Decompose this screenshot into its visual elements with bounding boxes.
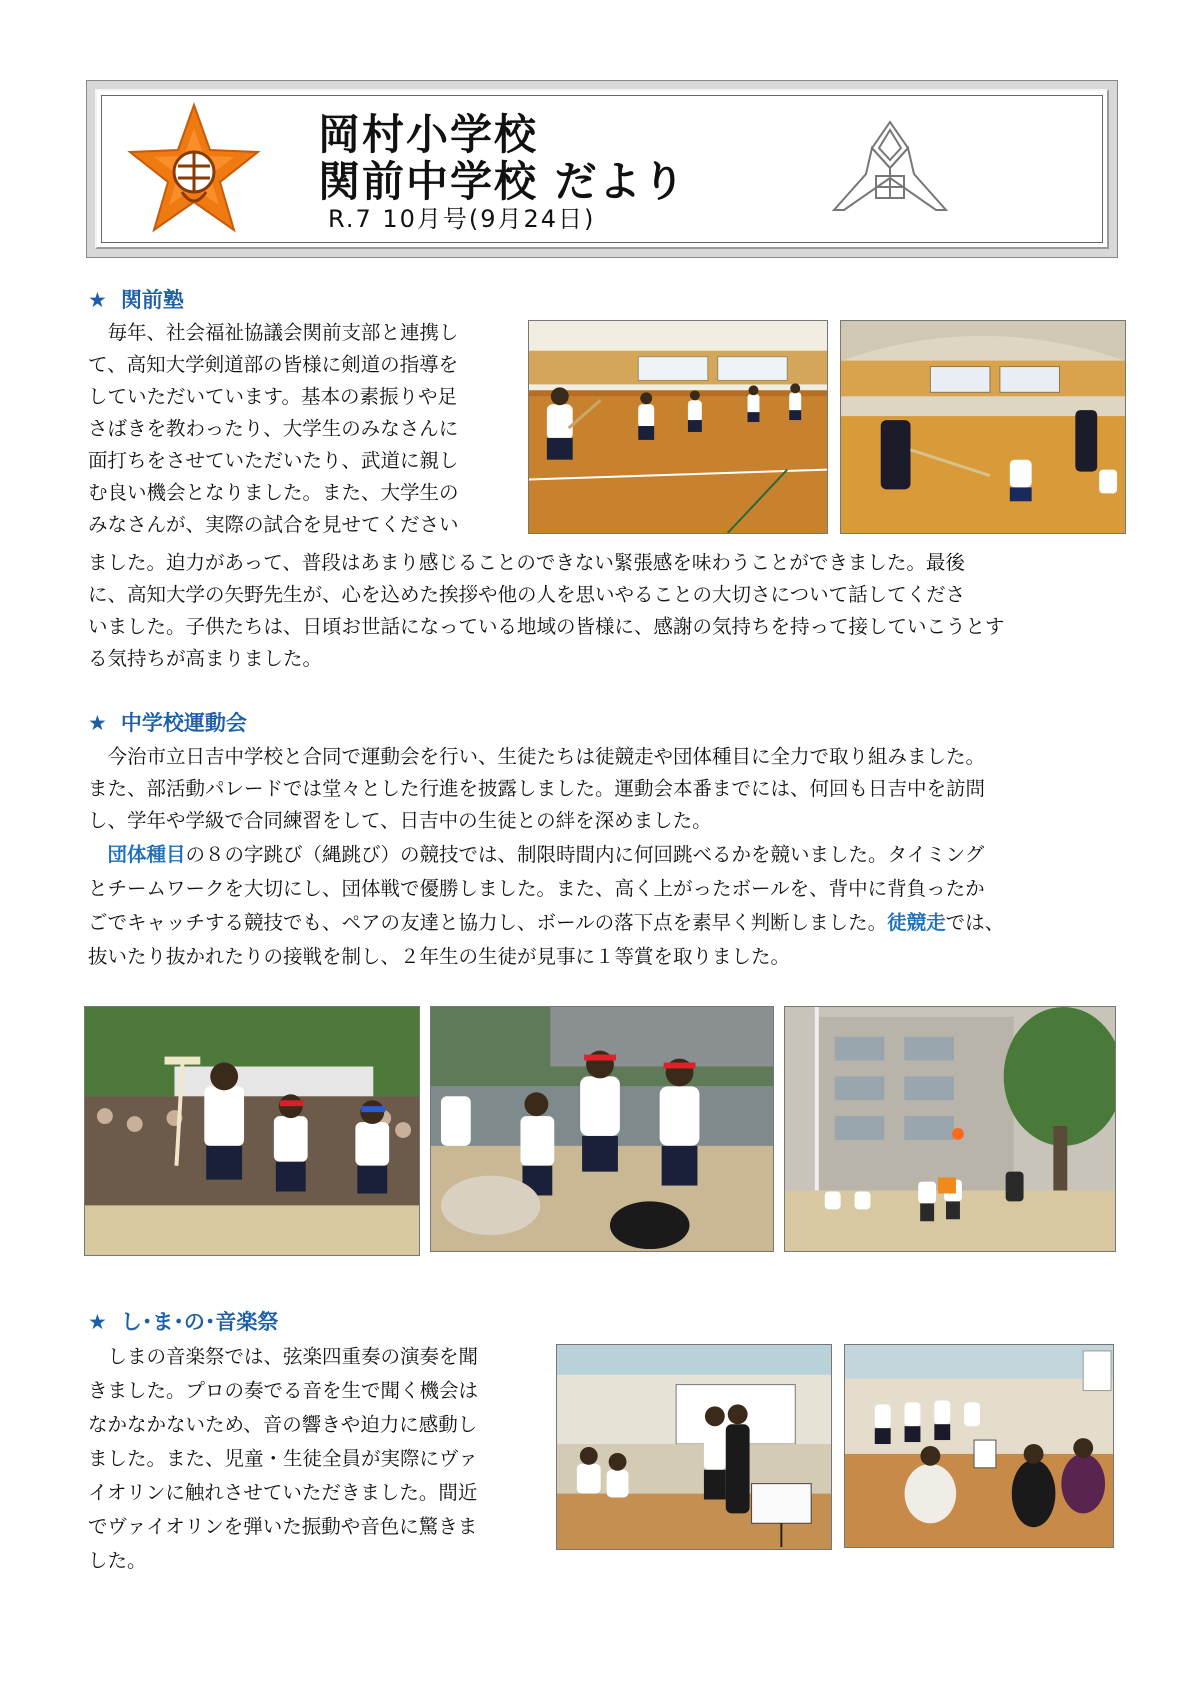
heading-text: し･ま･の･音楽祭 xyxy=(120,1310,279,1334)
body-line: ました。迫力があって、普段はあまり感じることのできない緊張感を味わうことができました。最後 xyxy=(88,551,965,574)
body-line: みなさんが、実際の試合を見せてください xyxy=(88,513,459,536)
line-text: の８の字跳び（縄跳び）の競技では、制限時間内に何回跳べるかを競いました。タイミング xyxy=(185,843,985,866)
body-line: しまの音楽祭では、弦楽四重奏の演奏を聞 xyxy=(88,1345,479,1368)
body-line: なかなかないため、音の響きや迫力に感動し xyxy=(88,1413,478,1436)
jump-rope-photo xyxy=(430,1006,774,1252)
body-line: また、部活動パレードでは堂々とした行進を披露しました。運動会本番までには、何回も日吉中を訪問 xyxy=(88,777,986,800)
star-icon: ★ xyxy=(88,711,107,735)
issue-date: R.7 10月号(9月24日) xyxy=(328,205,596,233)
body-line: いました。子供たちは、日頃お世話になっている地域の皆様に、感謝の気持ちを持って接していこうとす xyxy=(88,615,1005,638)
string-quartet-photo xyxy=(844,1344,1114,1548)
section-heading-kanzen-juku xyxy=(88,286,184,314)
body-line: 毎年、社会福祉協議会関前支部と連携し xyxy=(88,321,459,344)
geometric-badge-icon xyxy=(830,118,950,220)
body-line: に、高知大学の矢野先生が、心を込めた挨拶や他の人を思いやることの大切さについて話してくださ xyxy=(88,583,966,606)
star-icon: ★ xyxy=(88,1310,107,1334)
indent xyxy=(88,843,108,866)
star-badge-icon xyxy=(124,100,264,238)
kendo-match-photo xyxy=(840,320,1126,534)
highlight-race: 徒競走 xyxy=(887,911,946,934)
heading-text: 中学校運動会 xyxy=(120,711,247,735)
heading-text: 関前塾 xyxy=(120,288,184,312)
body-line: て、高知大学剣道部の皆様に剣道の指導を xyxy=(88,353,459,376)
parade-photo xyxy=(84,1006,420,1256)
body-line: でヴァイオリンを弾いた振動や音色に驚きま xyxy=(88,1515,478,1538)
body-line: し、学年や学級で合同練習をして、日吉中の生徒との絆を深めました。 xyxy=(88,809,712,832)
kendo-practice-photo xyxy=(528,320,828,534)
violin-lesson-photo xyxy=(556,1344,832,1550)
highlight-team-event: 団体種目 xyxy=(107,843,186,866)
body-line: ました。また、児童・生徒全員が実際にヴァ xyxy=(88,1447,478,1470)
ball-catch-photo xyxy=(784,1006,1116,1252)
section-heading-music-festival xyxy=(88,1308,278,1336)
line-text: では、 xyxy=(945,911,1005,934)
star-icon: ★ xyxy=(88,288,107,312)
body-line: む良い機会となりました。また、大学生の xyxy=(88,481,459,504)
body-line xyxy=(88,840,984,872)
body-line: 今治市立日吉中学校と合同で運動会を行い、生徒たちは徒競走や団体種目に全力で取り組みました。 xyxy=(88,745,986,768)
body-line: る気持ちが高まりました。 xyxy=(88,647,323,670)
body-line: さばきを教わったり、大学生のみなさんに xyxy=(88,417,459,440)
body-line xyxy=(88,908,1004,940)
body-line: きました。プロの奏でる音を生で聞く機会は xyxy=(88,1379,479,1402)
newsletter-title-line2: 関前中学校 だより xyxy=(318,157,687,206)
body-line: 面打ちをさせていただいたり、武道に親し xyxy=(88,449,459,472)
body-line: していただいています。基本の素振りや足 xyxy=(88,385,457,408)
body-line: イオリンに触れさせていただきました。間近 xyxy=(88,1481,478,1504)
body-line: 抜いたり抜かれたりの接戦を制し、２年生の生徒が見事に１等賞を取りました。 xyxy=(88,945,791,968)
body-line: とチームワークを大切にし、団体戦で優勝しました。また、高く上がったボールを、背中に背負ったか xyxy=(88,877,985,900)
section-heading-sports-day xyxy=(88,709,247,737)
body-line: した。 xyxy=(88,1549,147,1572)
line-text: ごでキャッチする競技でも、ペアの友達と協力し、ボールの落下点を素早く判断しました。 xyxy=(88,911,888,934)
newsletter-title-line1: 岡村小学校 xyxy=(318,110,539,159)
